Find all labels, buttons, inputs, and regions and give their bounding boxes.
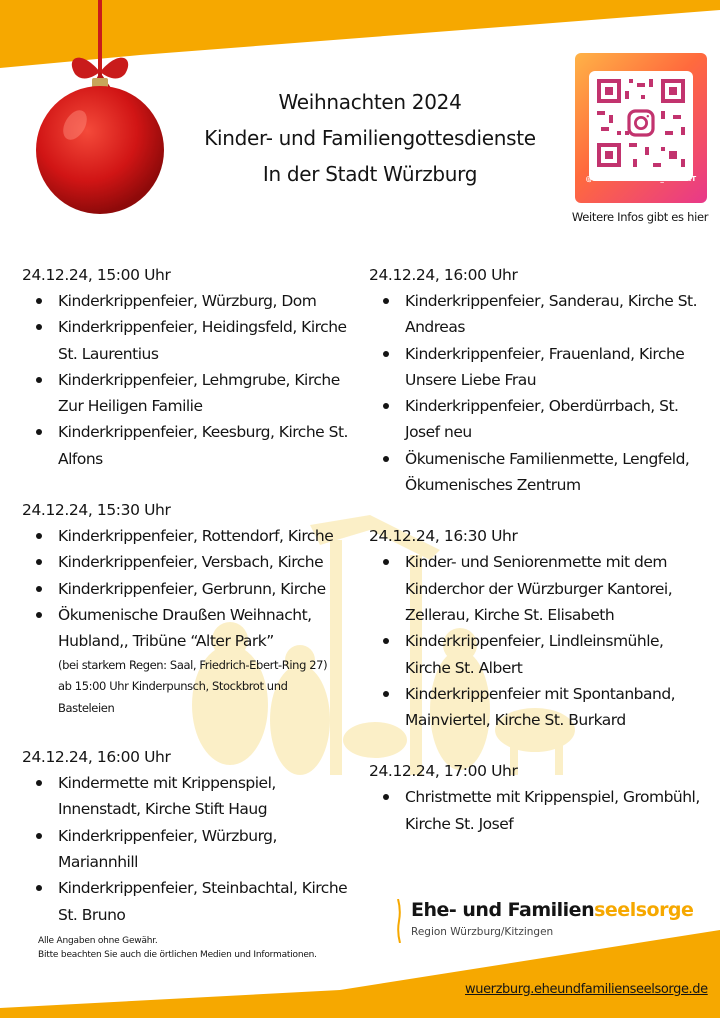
schedule-left-column [22, 262, 362, 953]
disclaimer-line: Alle Angaben ohne Gewähr. [38, 936, 158, 946]
time-heading: 24.12.24, 15:00 Uhr [22, 266, 171, 284]
service-item: Kinderkrippenfeier, Würzburg, Dom [22, 288, 362, 314]
note-line: (bei starkem Regen: Saal, Friedrich-Ebert-Ring 27) [58, 657, 328, 672]
instagram-qr-card[interactable] [575, 53, 707, 203]
service-item: Kinderkrippenfeier, Steinbachtal, Kirche St. Bruno [22, 875, 362, 928]
service-item: Kinderkrippenfeier, Lindleinsmühle, Kirche St. Albert [369, 628, 709, 681]
time-heading: 24.12.24, 16:00 Uhr [22, 748, 171, 767]
title-line-1: Weihnachten 2024 [278, 90, 462, 114]
service-item: Kinderkrippenfeier, Keesburg, Kirche St. Alfons [22, 419, 362, 472]
service-note [22, 655, 362, 720]
disclaimer [38, 934, 317, 962]
time-heading: 24.12.24, 15:30 Uhr [22, 501, 171, 520]
title-line-3: In der Stadt Würzburg [262, 162, 478, 186]
note-line: ab 15:00 Uhr Kinderpunsch, Stockbrot und [58, 679, 288, 694]
logo-wordmark [411, 899, 693, 921]
service-item: Kinderkrippenfeier, Heidingsfeld, Kirche St. Laurentius [22, 314, 362, 367]
logo-subtitle: Region Würzburg/Kitzingen [411, 926, 554, 938]
service-item: Kinderkrippenfeier, Oberdürrbach, St. Josef neu [369, 393, 709, 446]
service-item: Kinderkrippenfeier, Gerbrunn, Kirche [22, 576, 362, 602]
service-item: Kinderkrippenfeier mit Spontanband, Mainviertel, Kirche St. Burkard [369, 681, 709, 734]
time-heading: 24.12.24, 16:30 Uhr [369, 527, 518, 546]
service-item: Kinderkrippenfeier, Sanderau, Kirche St. Andreas [369, 288, 709, 341]
service-item: Kindermette mit Krippenspiel, Innenstadt, Kirche Stift Haug [22, 770, 362, 823]
page-title [170, 84, 570, 192]
service-item: Christmette mit Krippenspiel, Grombühl, Kirche St. Josef [369, 784, 709, 837]
qr-caption: Weitere Infos gibt es hier [571, 210, 709, 224]
time-block [22, 262, 362, 472]
time-block [22, 744, 362, 928]
christmas-ornament-icon [30, 0, 170, 218]
logo-mark-icon [397, 899, 401, 943]
disclaimer-line: Bitte beachten Sie auch die örtlichen Medien und Informationen. [38, 950, 317, 960]
instagram-handle: @FAMILIEN.PAARE_WUE.KT [585, 175, 697, 183]
qr-code-pattern-icon [589, 71, 693, 175]
note-line: Basteleien [58, 700, 115, 715]
schedule-right-column [369, 262, 709, 862]
logo-wordmark-accent: seelsorge [594, 899, 694, 921]
service-item: Kinderkrippenfeier, Rottendorf, Kirche [22, 523, 362, 549]
service-item: Kinderkrippenfeier, Würzburg, Mariannhill [22, 823, 362, 876]
time-block [369, 523, 709, 733]
logo-wordmark-main: Ehe- und Familien [411, 899, 595, 921]
time-block [369, 758, 709, 837]
time-block [22, 497, 362, 719]
service-item: Kinder- und Seniorenmette mit dem Kinderchor der Würzburger Kantorei, Zellerau, Kirche St. Elisabeth [369, 549, 709, 628]
time-block [369, 262, 709, 498]
service-item: Ökumenische Familienmette, Lengfeld, Ökumenisches Zentrum [369, 446, 709, 499]
time-heading: 24.12.24, 17:00 Uhr [369, 762, 518, 781]
website-link[interactable]: wuerzburg.eheundfamilienseelsorge.de [465, 982, 708, 997]
time-heading: 24.12.24, 16:00 Uhr [369, 266, 518, 284]
qr-code [589, 71, 693, 181]
service-item: Ökumenische Draußen Weihnacht, Hubland,, Tribüne “Alter Park” [22, 602, 362, 655]
service-item: Kinderkrippenfeier, Lehmgrube, Kirche Zur Heiligen Familie [22, 367, 362, 420]
service-item: Kinderkrippenfeier, Versbach, Kirche [22, 549, 362, 575]
title-line-2: Kinder- und Familiengottesdienste [204, 126, 536, 150]
service-item: Kinderkrippenfeier, Frauenland, Kirche Unsere Liebe Frau [369, 341, 709, 394]
